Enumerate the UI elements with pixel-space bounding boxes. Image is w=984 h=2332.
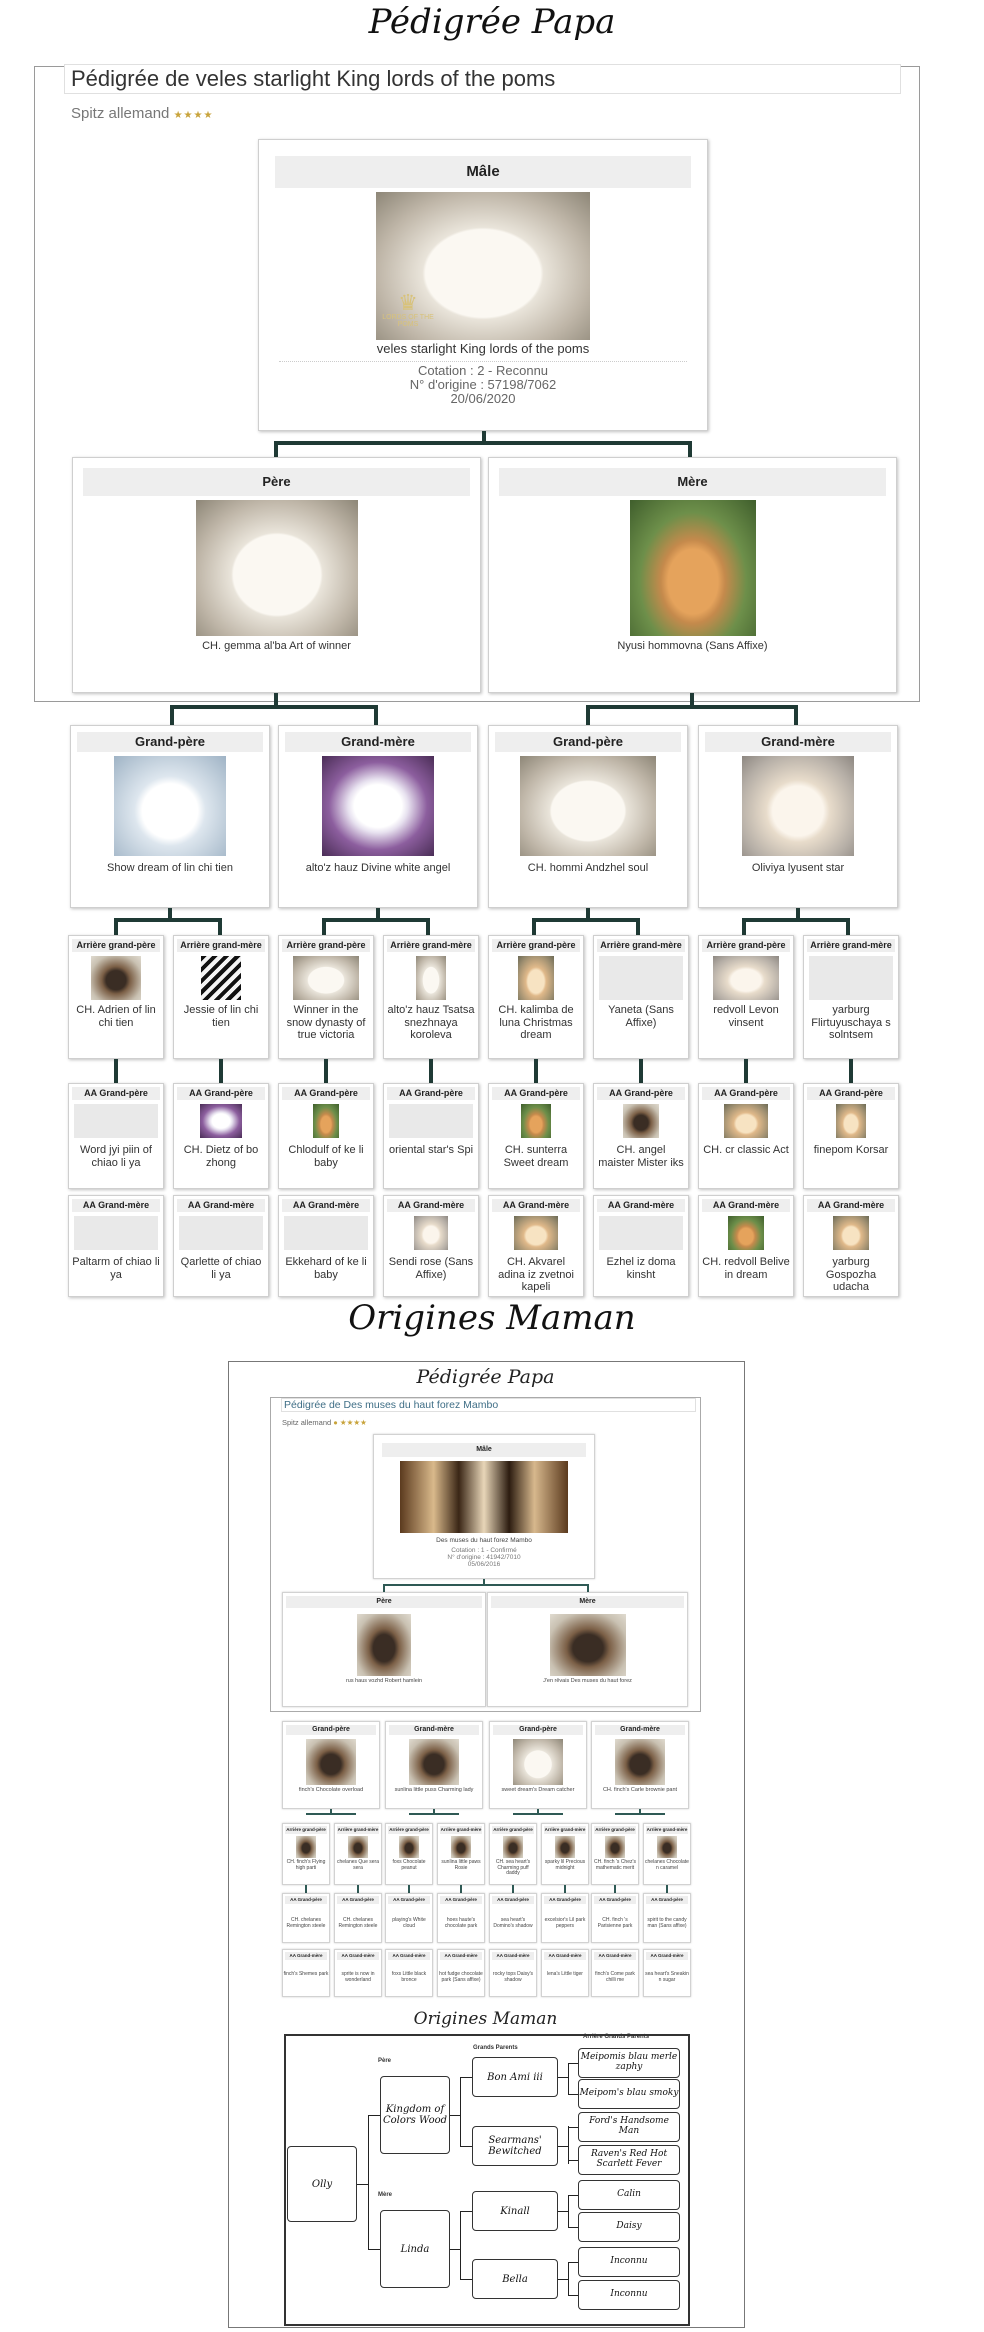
mini-aa-grandmother-card: AA Grand-mère sea heart's Sneakin n sugar xyxy=(643,1949,691,1997)
tree-great-grandparent: Daisy xyxy=(578,2212,680,2242)
mini-great-grandparent-card: Arrière grand-mère chelanes Que sera sera xyxy=(334,1823,382,1885)
aa-name[interactable]: CH. sunterra Sweet dream xyxy=(503,1144,569,1169)
mini-father-card: Père rus haus vozhd Robert hamlein xyxy=(282,1592,486,1707)
mini-great-grandparent-card: Arrière grand-père foxs Chocolate peanut xyxy=(385,1823,433,1885)
mini-aa-grandfather-card: AA Grand-père CH. chelanes Remington steele xyxy=(334,1893,382,1943)
aa-label: AA Grand-mère xyxy=(492,1199,580,1212)
tree-root: Olly xyxy=(287,2146,357,2222)
great-grandparent-label: Arrière grand-mère xyxy=(177,939,265,952)
mother-label: Mère xyxy=(499,468,886,496)
aa-label: AA Grand-père xyxy=(597,1087,685,1100)
aa-grandmother-card[interactable] xyxy=(593,1195,689,1297)
aa-name[interactable]: Word jyi piin of chiao li ya xyxy=(80,1144,152,1169)
mini-aa-grandmother-card: AA Grand-mère sprite is now in wonderland xyxy=(334,1949,382,1997)
great-grandparent-name[interactable]: Jessie of lin chi tien xyxy=(183,1004,259,1029)
father-photo[interactable] xyxy=(196,500,358,636)
aa-grandmother-card[interactable] xyxy=(698,1195,794,1297)
mini-aa-grandfather-card: AA Grand-père CH. finch 's Parisienne park xyxy=(591,1893,639,1943)
aa-grandmother-card[interactable] xyxy=(803,1195,899,1297)
mini-mother-card: Mère J'en rêvais Des muses du haut forez xyxy=(487,1592,688,1707)
tree-pere: Kingdom of Colors Wood xyxy=(380,2076,450,2154)
mini-aa-grandfather-card: AA Grand-père CH. chelanes Remington steele xyxy=(282,1893,330,1943)
grandparent-photo[interactable] xyxy=(322,756,434,856)
tree-great-grandparent: Meipomis blau merle zaphy xyxy=(578,2048,680,2078)
male-card[interactable] xyxy=(258,139,708,431)
grandparent-name[interactable]: Oliviya lyusent star xyxy=(751,862,845,874)
mini-aa-grandfather-card: AA Grand-père hoes haute's chocolate park xyxy=(437,1893,485,1943)
male-photo[interactable] xyxy=(376,192,590,340)
great-grandparent-name[interactable]: CH. kalimba de luna Christmas dream xyxy=(498,1004,574,1042)
great-grandparent-card[interactable] xyxy=(488,935,584,1059)
mini-aa-grandfather-card: AA Grand-père excelsior's Lil park peppers xyxy=(541,1893,589,1943)
aa-label: AA Grand-père xyxy=(492,1087,580,1100)
aa-photo[interactable] xyxy=(521,1104,551,1138)
grandparent-label: Grand-mère xyxy=(705,732,891,752)
grandparent-label: Grand-mère xyxy=(285,732,471,752)
mini-heading: Pédigrée de Des muses du haut forez Mambo xyxy=(281,1398,696,1412)
aa-label: AA Grand-père xyxy=(387,1087,475,1100)
pedigree-heading: Pédigrée de veles starlight King lords of the poms xyxy=(71,66,556,91)
mother-card[interactable] xyxy=(488,457,897,693)
great-grandparent-photo-empty xyxy=(809,956,893,1000)
aa-label: AA Grand-père xyxy=(177,1087,265,1100)
page-title: Pédigrée Papa xyxy=(368,2,616,42)
mini-aa-grandmother-card: AA Grand-mère finch's Shemes park xyxy=(282,1949,330,1997)
aa-name[interactable]: Paltarm of chiao li ya xyxy=(72,1256,160,1281)
aa-photo[interactable] xyxy=(414,1216,448,1250)
aa-label: AA Grand-père xyxy=(807,1087,895,1100)
tree-col-mere: Mère xyxy=(378,2192,393,2198)
tree-great-grandparent: Raven's Red Hot Scarlett Fever xyxy=(578,2145,680,2175)
lords-of-the-poms-logo: ♛ LORDS OF THE POMS xyxy=(382,290,434,328)
aa-label: AA Grand-mère xyxy=(177,1199,265,1212)
tree-great-grandparent: Inconnu xyxy=(578,2280,680,2310)
father-label: Père xyxy=(83,468,470,496)
grandparent-photo[interactable] xyxy=(742,756,854,856)
great-grandparent-photo[interactable] xyxy=(518,956,554,1000)
mini-aa-grandmother-card: AA Grand-mère lena's Little tiger xyxy=(541,1949,589,1997)
aa-label: AA Grand-mère xyxy=(807,1199,895,1212)
great-grandparent-card[interactable] xyxy=(68,935,164,1059)
great-grandparent-label: Arrière grand-père xyxy=(72,939,160,952)
grandparent-name[interactable]: Show dream of lin chi tien xyxy=(107,862,233,874)
aa-grandfather-card[interactable] xyxy=(173,1083,269,1189)
father-card[interactable] xyxy=(72,457,481,693)
aa-name[interactable]: Qarlette of chiao li ya xyxy=(180,1256,262,1281)
aa-photo[interactable] xyxy=(514,1216,558,1250)
tree-great-grandparent: Inconnu xyxy=(578,2247,680,2277)
aa-photo[interactable] xyxy=(728,1216,764,1250)
aa-grandfather-card[interactable] xyxy=(803,1083,899,1189)
mini-great-grandparent-card: Arrière grand-père CH. finch 's Chez's mathematic merit xyxy=(591,1823,639,1885)
aa-photo-empty xyxy=(284,1216,368,1250)
great-grandparent-photo[interactable] xyxy=(201,956,241,1000)
mini-male-photo xyxy=(400,1461,568,1533)
aa-photo[interactable] xyxy=(724,1104,768,1138)
mother-photo[interactable] xyxy=(630,500,756,636)
mini-grandparent-card: Grand-père finch's Chocolate overload xyxy=(282,1721,380,1809)
aa-grandmother-card[interactable] xyxy=(173,1195,269,1297)
aa-name[interactable]: Sendi rose (Sans Affixe) xyxy=(388,1256,474,1281)
aa-photo[interactable] xyxy=(833,1216,869,1250)
mini-breed: Spitz allemand ● ★★★★ xyxy=(282,1418,367,1427)
grandparent-photo[interactable] xyxy=(520,756,656,856)
aa-photo[interactable] xyxy=(313,1104,339,1138)
great-grandparent-photo[interactable] xyxy=(91,956,141,1000)
great-grandparent-photo[interactable] xyxy=(416,956,446,1000)
male-origin: N° d'origine : 57198/7062 xyxy=(409,376,557,392)
male-cotation: Cotation : 2 - Reconnu xyxy=(417,362,549,378)
pedigree-heading-box xyxy=(64,64,901,94)
mini-grandparent-card: Grand-mère sunlina little puss Charming lady xyxy=(385,1721,483,1809)
aa-name[interactable]: oriental star's Spi xyxy=(388,1144,474,1156)
great-grandparent-label: Arrière grand-mère xyxy=(597,939,685,952)
aa-grandmother-card[interactable] xyxy=(383,1195,479,1297)
grandparent-name[interactable]: CH. hommi Andzhel soul xyxy=(527,862,649,874)
aa-photo[interactable] xyxy=(836,1104,866,1138)
aa-label: AA Grand-mère xyxy=(387,1199,475,1212)
mini-aa-grandfather-card: AA Grand-père playing's White cloud xyxy=(385,1893,433,1943)
male-name[interactable]: veles starlight King lords of the poms xyxy=(376,341,590,356)
tree-grandparent: Kinall xyxy=(472,2191,558,2231)
mini-great-grandparent-card: Arrière grand-mère chelanes Chocolate n caramel xyxy=(643,1823,691,1885)
tree-col-grand: Grands Parents xyxy=(473,2045,518,2051)
mini-great-grandparent-card: Arrière grand-mère sunlina little paws Rosie xyxy=(437,1823,485,1885)
grandparent-name[interactable]: alto'z hauz Divine white angel xyxy=(305,862,451,874)
aa-name[interactable]: finepom Korsar xyxy=(813,1144,889,1156)
mini-aa-grandfather-card: AA Grand-père sea heart's Domino's shadow xyxy=(489,1893,537,1943)
grandparent-card[interactable] xyxy=(70,725,270,908)
section-title-origines-maman: Origines Maman xyxy=(348,1298,636,1338)
aa-grandfather-card[interactable] xyxy=(68,1083,164,1189)
aa-name[interactable]: CH. Dietz of bo zhong xyxy=(183,1144,259,1169)
aa-photo-empty xyxy=(74,1216,158,1250)
great-grandparent-card[interactable] xyxy=(278,935,374,1059)
great-grandparent-photo[interactable] xyxy=(713,956,779,1000)
tree-grandparent: Searmans' Bewitched xyxy=(472,2126,558,2166)
mini-grandparent-card: Grand-mère CH. finch's Carle brownie pant xyxy=(591,1721,689,1809)
aa-grandmother-card[interactable] xyxy=(488,1195,584,1297)
grandparent-label: Grand-père xyxy=(77,732,263,752)
grandparent-photo[interactable] xyxy=(114,756,226,856)
aa-photo[interactable] xyxy=(623,1104,659,1138)
great-grandparent-card[interactable] xyxy=(803,935,899,1059)
great-grandparent-name[interactable]: Yaneta (Sans Affixe) xyxy=(608,1004,674,1029)
aa-grandfather-card[interactable] xyxy=(698,1083,794,1189)
mini-aa-grandmother-card: AA Grand-mère rocky tops Daisy's shadow xyxy=(489,1949,537,1997)
great-grandparent-label: Arrière grand-mère xyxy=(387,939,475,952)
aa-name[interactable]: Ekkehard of ke li baby xyxy=(285,1256,367,1281)
great-grandparent-name[interactable]: alto'z hauz Tsatsa snezhnaya koroleva xyxy=(387,1004,475,1042)
great-grandparent-photo-empty xyxy=(599,956,683,1000)
aa-photo-empty xyxy=(74,1104,158,1138)
great-grandparent-name[interactable]: yarburg Flirtuyuschaya s solntsem xyxy=(811,1004,891,1042)
grandparent-card[interactable] xyxy=(698,725,898,908)
tree-great-grandparent: Calin xyxy=(578,2180,680,2210)
great-grandparent-label: Arrière grand-père xyxy=(282,939,370,952)
grandparent-label: Grand-père xyxy=(495,732,681,752)
great-grandparent-name[interactable]: Winner in the snow dynasty of true victoria xyxy=(286,1004,366,1042)
aa-label: AA Grand-père xyxy=(72,1087,160,1100)
mini-sub-title: Origines Maman xyxy=(413,2009,558,2029)
mini-grandparent-card: Grand-père sweet dream's Dream catcher xyxy=(489,1721,587,1809)
great-grandparent-label: Arrière grand-mère xyxy=(807,939,895,952)
mini-aa-grandmother-card: AA Grand-mère hot fudge chocolate park (Sans affixe) xyxy=(437,1949,485,1997)
great-grandparent-card[interactable] xyxy=(593,935,689,1059)
mini-male-card: Mâle Des muses du haut forez Mambo Cotation : 1 - Confirmé N° d'origine : 41942/7010 05/06/2016 xyxy=(373,1434,595,1579)
aa-photo[interactable] xyxy=(200,1104,242,1138)
great-grandparent-name[interactable]: redvoll Levon vinsent xyxy=(713,1004,779,1029)
aa-grandmother-card[interactable] xyxy=(68,1195,164,1297)
tree-great-grandparent: Meipom's blau smoky xyxy=(578,2079,680,2109)
aa-name[interactable]: CH. Akvarel adina iz zvetnoi kapeli xyxy=(498,1256,574,1294)
aa-name[interactable]: CH. angel maister Mister iks xyxy=(598,1144,684,1169)
great-grandparent-name[interactable]: CH. Adrien of lin chi tien xyxy=(76,1004,156,1029)
mini-great-grandparent-card: Arrière grand-mère sparky lil Precious midnight xyxy=(541,1823,589,1885)
tree-col-pere: Père xyxy=(378,2058,392,2064)
male-label: Mâle xyxy=(275,156,691,188)
aa-grandfather-card[interactable] xyxy=(593,1083,689,1189)
aa-name[interactable]: CH. cr classic Act xyxy=(703,1144,789,1156)
tree-grandparent: Bon Ami iii xyxy=(472,2057,558,2097)
mini-aa-grandfather-card: AA Grand-père spirit to the candy man (Sans affixe) xyxy=(643,1893,691,1943)
mini-title: Pédigrée Papa xyxy=(416,1366,555,1388)
aa-label: AA Grand-père xyxy=(702,1087,790,1100)
mini-great-grandparent-card: Arrière grand-père CH. finch's Flying high parti xyxy=(282,1823,330,1885)
aa-name[interactable]: CH. redvoll Belive in dream xyxy=(702,1256,790,1281)
grandparent-card[interactable] xyxy=(488,725,688,908)
great-grandparent-card[interactable] xyxy=(383,935,479,1059)
breed-text: Spitz allemand xyxy=(71,105,170,122)
aa-name[interactable]: Ezhel iz doma kinsht xyxy=(606,1256,676,1281)
breed-label xyxy=(71,105,213,122)
great-grandparent-label: Arrière grand-père xyxy=(492,939,580,952)
aa-grandfather-card[interactable] xyxy=(278,1083,374,1189)
mother-name[interactable]: Nyusi hommovna (Sans Affixe) xyxy=(617,640,768,652)
rating-stars-icon: ★★★★ xyxy=(173,110,214,121)
aa-name[interactable]: yarburg Gospozha udacha xyxy=(825,1256,877,1294)
aa-label: AA Grand-mère xyxy=(72,1199,160,1212)
grandparent-card[interactable] xyxy=(278,725,478,908)
aa-label: AA Grand-mère xyxy=(282,1199,370,1212)
aa-label: AA Grand-mère xyxy=(702,1199,790,1212)
great-grandparent-card[interactable] xyxy=(173,935,269,1059)
tree-grandparent: Bella xyxy=(472,2259,558,2299)
male-date: 20/06/2020 xyxy=(450,390,516,406)
mini-aa-grandmother-card: AA Grand-mère foxs Little black bronce xyxy=(385,1949,433,1997)
great-grandparent-photo[interactable] xyxy=(293,956,359,1000)
aa-grandfather-card[interactable] xyxy=(488,1083,584,1189)
aa-label: AA Grand-mère xyxy=(597,1199,685,1212)
great-grandparent-card[interactable] xyxy=(698,935,794,1059)
aa-photo-empty xyxy=(389,1104,473,1138)
aa-label: AA Grand-père xyxy=(282,1087,370,1100)
aa-photo-empty xyxy=(599,1216,683,1250)
aa-name[interactable]: Chlodulf of ke li baby xyxy=(288,1144,364,1169)
aa-photo-empty xyxy=(179,1216,263,1250)
great-grandparent-label: Arrière grand-père xyxy=(702,939,790,952)
tree-great-grandparent: Ford's Handsome Man xyxy=(578,2112,680,2142)
aa-grandmother-card[interactable] xyxy=(278,1195,374,1297)
mini-great-grandparent-card: Arrière grand-père CH. sea heart's Charming puff daddy xyxy=(489,1823,537,1885)
mini-aa-grandmother-card: AA Grand-mère finch's Come park chilli me xyxy=(591,1949,639,1997)
aa-grandfather-card[interactable] xyxy=(383,1083,479,1189)
tree-col-arriere: Arrière Grands Parents xyxy=(583,2034,650,2040)
tree-mere: Linda xyxy=(380,2210,450,2288)
father-name[interactable]: CH. gemma al'ba Art of winner xyxy=(202,640,351,652)
